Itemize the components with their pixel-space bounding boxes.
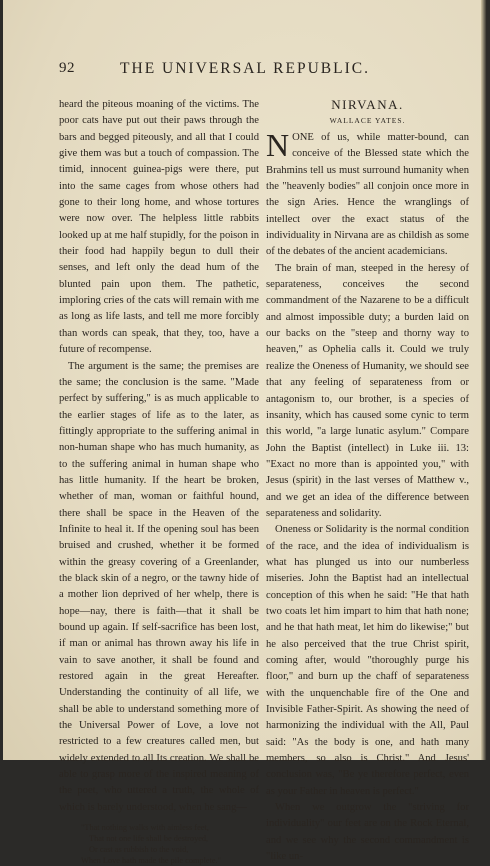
- verse-line: When Love hath made the pile complete.": [81, 856, 222, 866]
- left-column: [59, 97, 259, 866]
- page-header: [3, 60, 487, 80]
- verse-quote: [81, 822, 259, 866]
- article-author: WALLACE YATES.: [329, 116, 406, 125]
- body-paragraph: Oneness or Solidarity is the normal condition of the race, and the idea of individualism is what has plunged us into our numberless miseries. John the Baptist had an intellectual conception of this when he said: "He that hath two coats let him impart to him that hath none; and he that hath meat, let him do likewise;" but he also perceived that the true Christ spirit, coming after, would "thoroughly purge his floor," and burn up the chaff of separateness with the unquenchable fire of the One and Invisible Father-Spirit. As showing the need of harmonizing the individual with the All, Paul said: "As the body is one, and hath many members, so also is Christ." And Jesus' conclusion was, "Be ye therefore perfect, even as your Father in heaven is perfect.": [266, 524, 469, 797]
- paragraph-text: ONE of us, while matter-bound, can conceive of the Blessed state which the Brahmins tell us must surround humanity when the "heavenly bodies" all conjoin once more in the sign Aries. Hence the wranglings of intellect over the exact status of the individuality in Nirvana are as childish as some of the debates of the ancient academicians.: [266, 132, 469, 258]
- page: [3, 0, 487, 866]
- article-title: NIRVANA.: [331, 97, 404, 112]
- body-paragraph: heard the piteous moaning of the victims. The poor cats have put out their paws through the bars and begged piteously, and all that I could give them was but a touch of compassion. The timid, innocent guinea-pigs were there, put into the same cages from whose others had gone to their long home, and whose tortures were now over. The helpless little rabbits looked up at me half stupidly, for the poison in their food had happily begun to dull their senses, and left only the dead hum of the blunted pain upon them. The pathetic, imploring cries of the cats will remain with me as long as life lasts, and tell me more forcibly than words can speak, that they, too, have a future of recompense.: [59, 99, 259, 356]
- page-number: 92: [59, 60, 75, 76]
- page-gutter-shadow: [481, 0, 487, 760]
- verse-line: That not one life shall be destroyed,: [89, 834, 209, 844]
- body-paragraph: When we outgrow the "striving for individuality" our feet are on the Rock Eternal, and we see why the second commandment is "like un-: [266, 802, 469, 863]
- right-column: [266, 97, 469, 865]
- verse-line: "That nothing walks with aimless feet,: [81, 823, 209, 833]
- body-paragraph: The argument is the same; the premises are the same; the conclusion is the same. "Made perfect by suffering," is as much applicable to the earlier stages of life as to the later, as fittingly appropriate to the suffering animal in non-human shape who has much humanity, as to the suffering animal in human shape who has little humanity. If the heart be broken, whether of man, woman or faithful hound, there shall be space in the Heaven of the Infinite to heal it. If the opening soul has been bruised and crushed, whether it be formed within the greasy covering of a Greenlander, the black skin of a negro, or the tawny hide of a mother lion deprived of her whelp, there is hope—nay, there is faith—that it shall be bound up again. If self-sacrifice has been lost, if man or animal has thrown away his life in vain to save another, it shall be found and restored again in the great Hereafter. Understanding the continuity of all life, we shall be able to understand something more of the Universal Power of Love, a love not restricted to a few creatures called men, but widely extended to all Its creation. We shall be able to grasp more of the inspired meaning of the poet, who uttered a truth, the whole of which is barely understood, when he sang—: [59, 360, 259, 813]
- body-paragraph: The brain of man, steeped in the heresy of separateness, conceives the second commandment of the Nazarene to be a difficult and almost impossible duty; a burden laid on our backs on the "steep and thorny way to heaven," as Ophelia calls it. Could we truly realize the Oneness of Humanity, we should see that any feeling of separateness from or antagonism to, our brother, is a species of insanity, which has caused some cynic to term this world, "a large lunatic asylum." Compare John the Baptist (intellect) in Luke iii. 13: "Exact no more than is appointed you," with Jesus (spirit) in the last verses of Matthew v., and we get an idea of the difference between separateness and solidarity.: [266, 262, 469, 519]
- verse-line: Or cast as rubbish to the void,: [89, 845, 189, 855]
- running-title: THE UNIVERSAL REPUBLIC.: [120, 60, 370, 77]
- body-paragraph: [266, 127, 469, 261]
- drop-cap: N: [266, 127, 290, 163]
